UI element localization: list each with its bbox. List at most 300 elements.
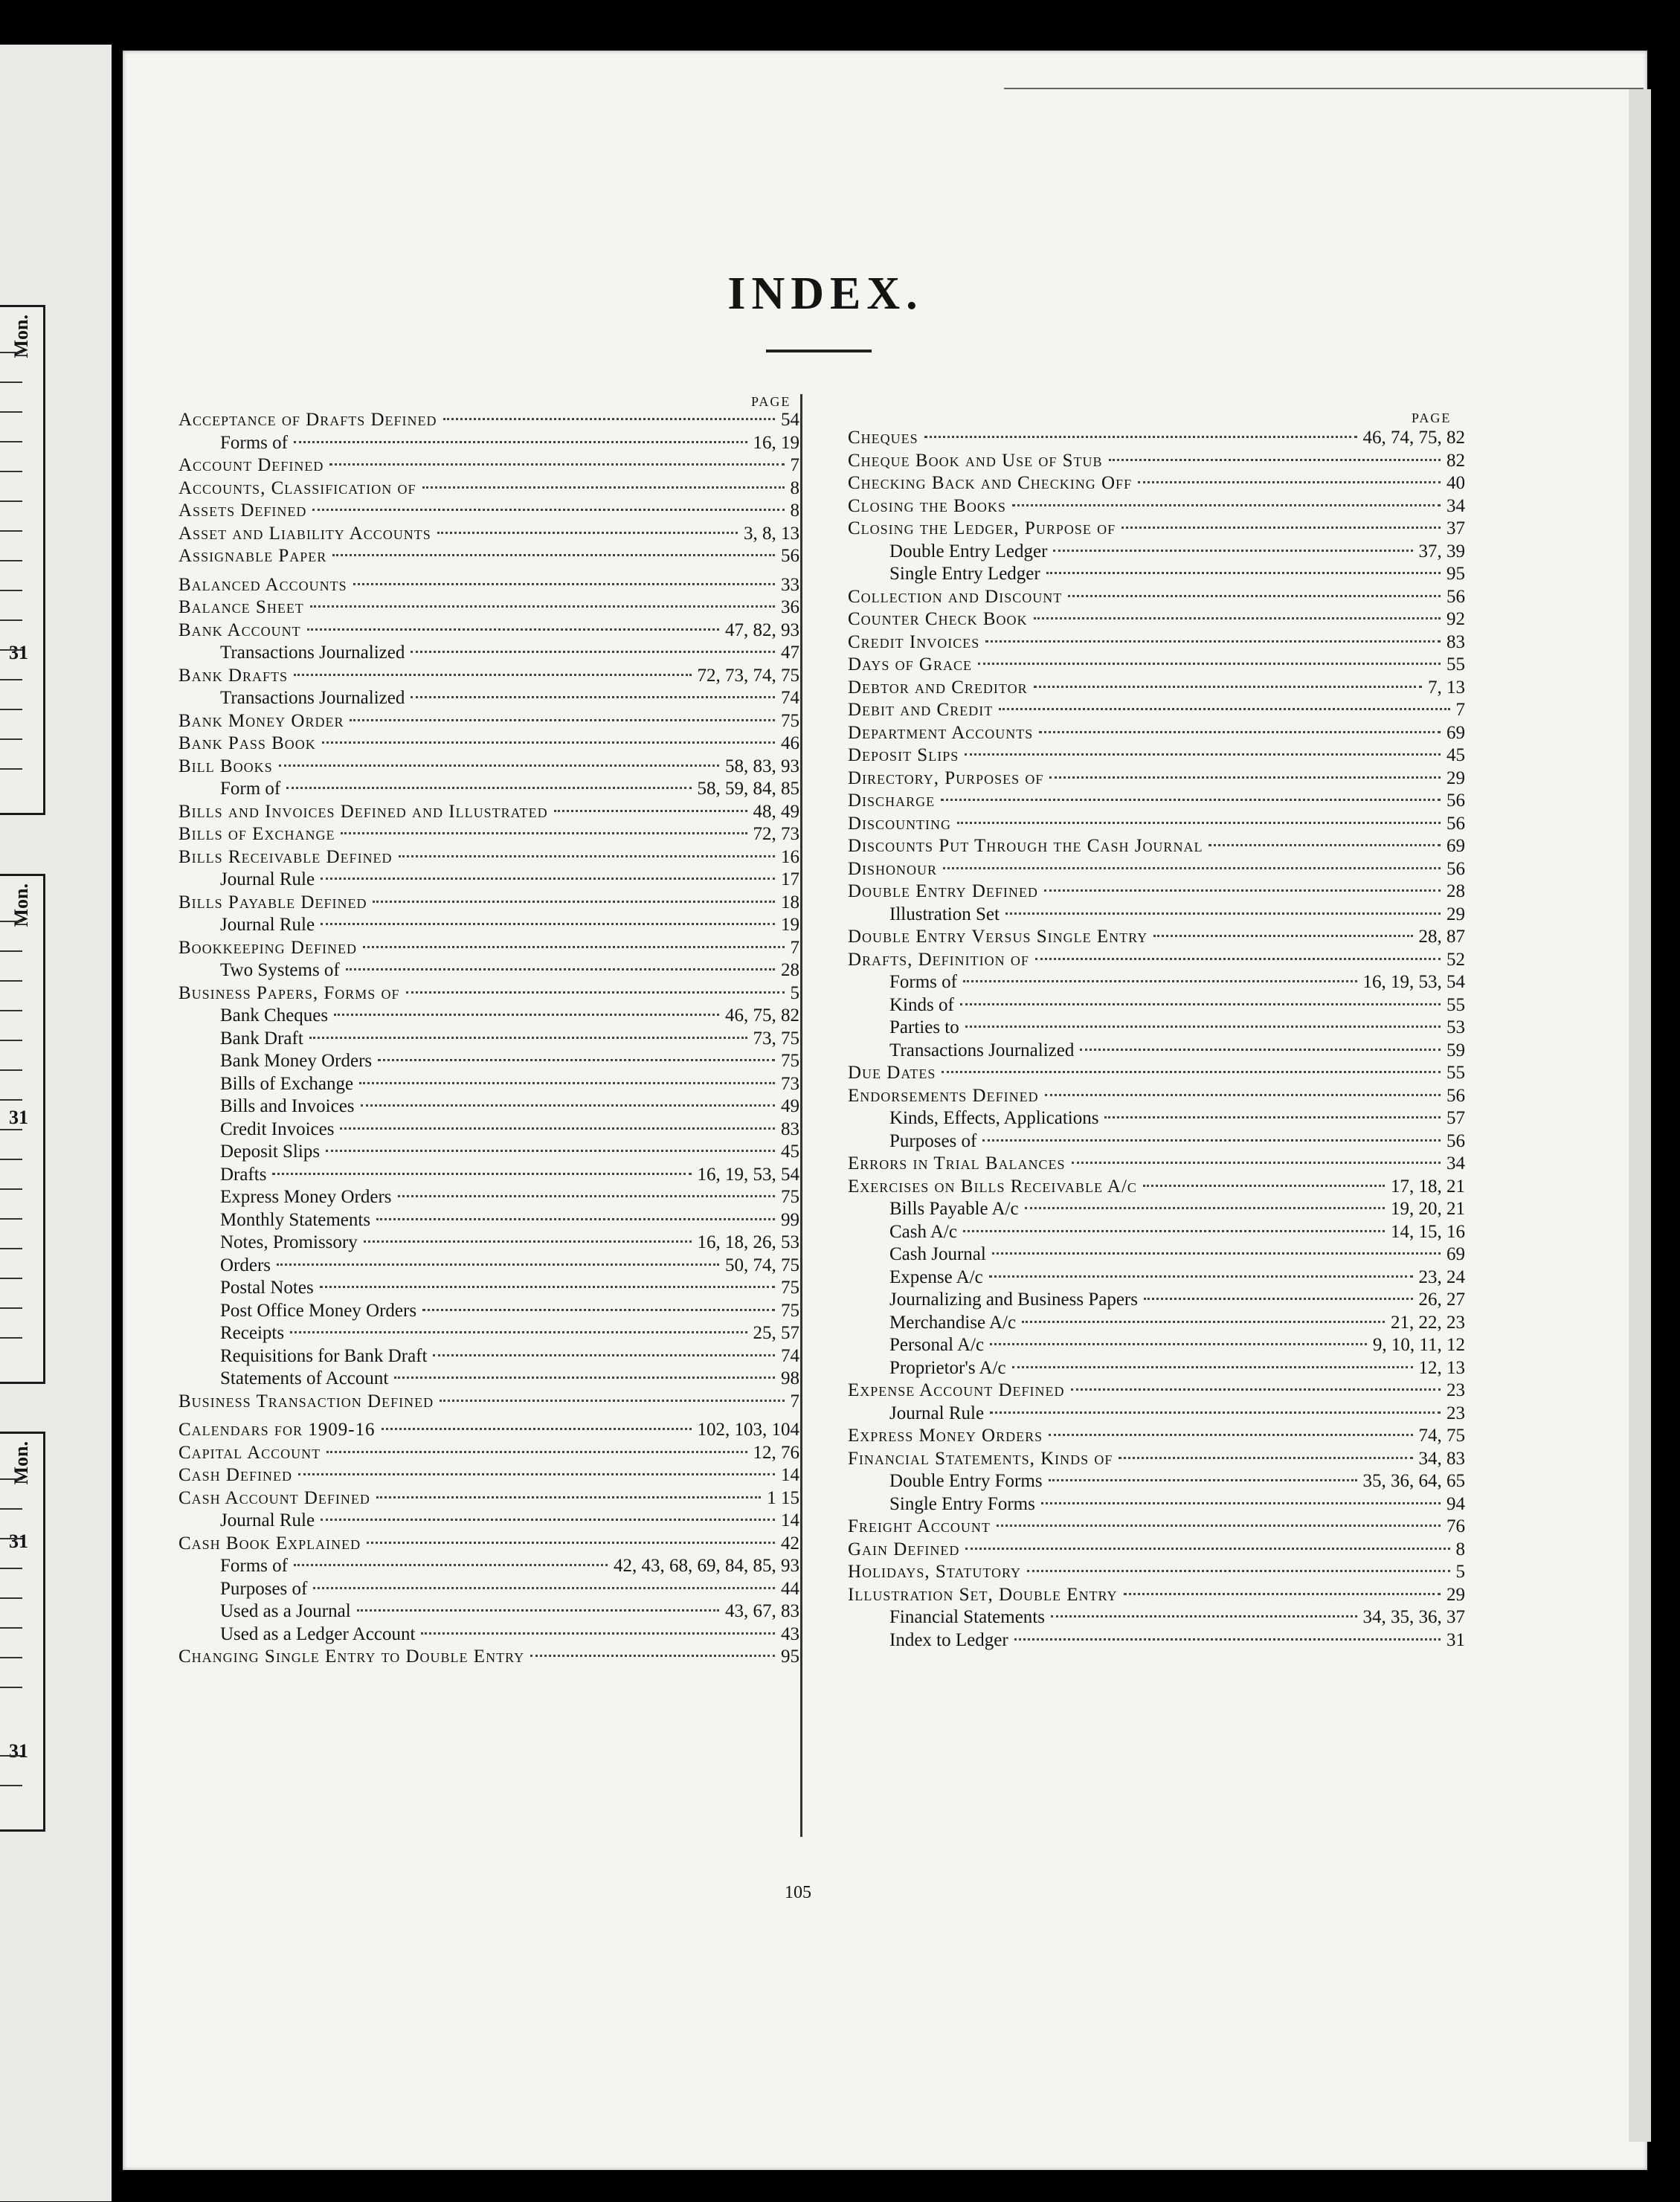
entry-label: Bills of Exchange [220,1073,354,1094]
entry-pages: 7, 13 [1428,677,1465,698]
dot-leader [394,1377,775,1379]
entry-label: Department Accounts [848,722,1034,743]
entry-pages: 53 [1446,1017,1465,1037]
index-subentry [848,1040,1465,1063]
calendar-rule [0,1627,22,1629]
entry-pages: 69 [1446,722,1465,743]
index-subentry [848,541,1465,564]
calendar-rule [0,590,22,591]
entry-pages: 7 [790,1391,799,1411]
entry-label: Forms of [889,972,957,992]
entry-label: Balance Sheet [178,597,304,617]
entry-pages: 23, 24 [1418,1266,1465,1287]
index-entry [848,677,1465,700]
dot-leader [1208,844,1441,846]
entry-pages: 46, 74, 75, 82 [1362,428,1465,448]
index-entry [178,846,799,869]
index-entry [848,744,1465,767]
entry-label: Purposes of [220,1578,308,1599]
calendar-rule [0,1099,22,1101]
entry-label: Debtor and Creditor [848,677,1028,698]
entry-pages: 56 [1446,791,1465,811]
dot-leader [1071,1388,1441,1391]
entry-label: Transactions Journalized [220,643,405,663]
entry-label: Capital Account [178,1442,321,1463]
entry-label: Financial Statements [889,1607,1045,1627]
dot-leader [321,1519,775,1521]
index-subentry [848,904,1465,927]
index-entry [848,1584,1465,1607]
entry-pages: 18 [781,892,799,912]
index-entry [178,409,799,432]
entry-pages: 8 [1455,1539,1465,1559]
calendar-rule [0,619,22,621]
entry-pages: 28, 87 [1418,927,1465,947]
dot-leader [364,1240,692,1243]
title-underline [766,350,872,352]
entry-pages: 75 [781,1051,799,1071]
dot-leader [999,708,1449,710]
entry-pages: 48, 49 [753,801,799,822]
calendar-rule [0,1538,22,1539]
entry-pages: 40 [1446,473,1465,493]
index-subentry [178,1118,799,1142]
calendar-fragment [0,874,45,1384]
calendar-rule [0,1069,22,1071]
index-entry [848,518,1465,541]
entry-label: Bookkeeping Defined [178,937,357,958]
index-subentry [178,1164,799,1187]
entry-label: Transactions Journalized [889,1040,1075,1060]
dot-leader [433,1354,775,1356]
dot-leader [322,741,775,744]
index-entry [178,733,799,756]
dot-leader [437,532,738,534]
entry-pages: 36 [781,597,799,617]
calendar-rule [0,1040,22,1041]
index-subentry [178,1322,799,1345]
index-entry [848,1425,1465,1448]
dot-leader [312,509,784,511]
entry-label: Days of Grace [848,654,972,675]
entry-pages: 45 [781,1142,799,1162]
entry-pages: 37, 39 [1418,541,1465,561]
entry-label: Double Entry Defined [848,881,1038,901]
index-subentry [178,778,799,801]
calendar-rule [0,1010,22,1011]
dot-leader [1045,1094,1441,1096]
index-subentry [848,1198,1465,1221]
index-entry [848,1448,1465,1471]
entry-pages: 75 [781,1187,799,1207]
index-subentry [178,1345,799,1368]
calendar-rule [0,679,22,680]
entry-pages: 7 [1455,700,1465,720]
dot-leader [294,441,747,443]
dot-leader [286,787,691,789]
entry-label: Proprietor's A/c [889,1357,1006,1378]
calendar-rule [0,1478,22,1480]
entry-pages: 29 [1446,1584,1465,1605]
dot-leader [941,799,1441,801]
entry-label: Bills Payable A/c [889,1199,1019,1219]
entry-label: Postal Notes [220,1278,314,1298]
calendar-day-label: 31 [9,642,28,663]
entry-label: Transactions Journalized [220,688,405,708]
index-entry [178,710,799,733]
entry-pages: 72, 73 [753,824,799,844]
entry-label: Journal Rule [220,869,315,889]
dot-leader [353,583,775,585]
entry-pages: 26, 27 [1418,1290,1465,1310]
index-entry [848,586,1465,609]
calendar-rule [0,1337,22,1339]
entry-label: Bank Pass Book [178,733,316,753]
index-entry [178,1419,799,1442]
entry-pages: 74 [781,688,799,708]
entry-pages: 16, 19, 53, 54 [1362,972,1465,992]
index-entry [848,1153,1465,1176]
index-subentry [848,1289,1465,1312]
dot-leader [960,1003,1441,1005]
index-subentry [178,432,799,455]
index-entry [178,574,799,597]
index-entry [178,892,799,915]
entry-pages: 55 [1446,1063,1465,1083]
index-entry [178,477,799,500]
entry-pages: 75 [781,710,799,731]
entry-label: Double Entry Forms [889,1471,1043,1491]
dot-leader [1044,889,1441,892]
index-entry [178,596,799,619]
calendar-rule [0,560,22,561]
index-subentry [178,1073,799,1096]
dot-leader [982,1139,1441,1142]
entry-label: Form of [220,779,281,799]
entry-pages: 43 [781,1623,799,1644]
dot-leader [1104,1116,1441,1118]
entry-pages: 31 [1446,1629,1465,1650]
entry-label: Kinds of [889,994,954,1015]
entry-label: Errors in Trial Balances [848,1153,1066,1174]
entry-pages: 35, 36, 64, 65 [1362,1471,1465,1491]
entry-pages: 56 [1446,858,1465,879]
entry-pages: 69 [1446,836,1465,856]
index-subentry [178,1232,799,1255]
index-subentry [178,1005,799,1028]
entry-pages: 23 [1446,1380,1465,1400]
calendar-rule [0,1597,22,1599]
dot-leader [963,1230,1385,1232]
dot-leader [411,651,775,653]
calendar-day-label: 31 [9,1107,28,1128]
entry-label: Credit Invoices [220,1118,335,1139]
dot-leader [978,663,1441,665]
entry-label: Forms of [220,432,288,453]
dot-leader [1027,1570,1449,1572]
entry-label: Journal Rule [220,915,315,935]
calendar-fragment [0,305,45,815]
dot-leader [341,832,747,834]
calendar-rule [0,1657,22,1658]
dot-leader [272,1173,691,1175]
index-subentry [178,1255,799,1278]
index-entry [178,801,799,824]
index-entry [178,937,799,960]
entry-label: Discharge [848,791,936,811]
index-entry [178,1442,799,1465]
calendar-rule [0,382,22,383]
entry-pages: 58, 83, 93 [725,756,799,776]
entry-label: Cash Defined [178,1465,292,1485]
calendar-rule [0,411,22,413]
dot-leader [398,1195,775,1197]
entry-label: Account Defined [178,455,324,475]
dot-leader [1053,550,1412,552]
entry-label: Personal A/c [889,1335,985,1355]
index-subentry [178,687,799,710]
index-entry [848,1539,1465,1562]
entry-label: Bills of Exchange [178,824,335,844]
dot-leader [294,674,692,676]
entry-pages: 56 [1446,1130,1465,1151]
index-entry [848,949,1465,972]
dot-leader [1119,1457,1412,1459]
index-subentry [178,869,799,892]
entry-pages: 28 [1446,881,1465,901]
dot-leader [332,554,775,556]
entry-pages: 9, 10, 11, 12 [1372,1335,1465,1355]
dot-leader [279,764,719,767]
dot-leader [957,822,1441,824]
index-subentry [178,1623,799,1646]
entry-pages: 56 [1446,1085,1465,1106]
entry-label: Bills Payable Defined [178,892,367,912]
dot-leader [378,1059,775,1061]
entry-pages: 56 [1446,586,1465,607]
dot-leader [943,867,1441,869]
entry-pages: 73 [781,1073,799,1094]
entry-pages: 59 [1446,1040,1465,1060]
entry-pages: 12, 76 [753,1442,799,1463]
entry-label: Calendars for 1909-16 [178,1420,376,1440]
entry-label: Accounts, Classification of [178,477,416,498]
entry-label: Index to Ledger [889,1629,1008,1650]
dot-leader [1068,595,1441,597]
dot-leader [989,1275,1413,1278]
index-entry [848,881,1465,904]
dot-leader [440,1400,784,1402]
entry-label: Checking Back and Checking Off [848,473,1133,493]
entry-label: Bank Drafts [178,665,288,686]
dot-leader [382,1428,692,1430]
entry-pages: 3, 8, 13 [744,523,799,544]
entry-label: Bank Draft [220,1028,303,1049]
entry-label: Discounting [848,813,952,834]
index-entry [178,665,799,688]
entry-pages: 74 [781,1345,799,1366]
entry-label: Illustration Set, Double Entry [848,1584,1118,1605]
entry-label: Journal Rule [220,1510,315,1530]
index-entry [178,1646,799,1669]
entry-label: Freight Account [848,1516,991,1536]
dot-leader [290,1331,747,1333]
calendar-rule [0,1129,22,1130]
dot-leader [313,1587,775,1589]
index-column-right [848,427,1465,1652]
index-entry [848,654,1465,677]
calendar-rule [0,352,22,353]
index-subentry [848,1107,1465,1130]
dot-leader [963,980,1357,982]
entry-pages: 17, 18, 21 [1391,1176,1465,1197]
index-subentry [848,1017,1465,1040]
dot-leader [326,1150,775,1152]
entry-label: Collection and Discount [848,586,1063,607]
entry-pages: 43, 67, 83 [725,1601,799,1621]
dot-leader [1080,1049,1441,1051]
calendar-month-label: Mon. [10,315,32,358]
index-subentry [848,971,1465,994]
entry-label: Assets Defined [178,500,307,521]
index-entry [848,813,1465,836]
calendar-rule [0,1785,22,1786]
entry-label: Bills and Invoices Defined and Illustrated [178,801,548,822]
index-subentry [178,1028,799,1051]
entry-pages: 23 [1446,1403,1465,1423]
entry-label: Orders [220,1255,271,1275]
calendar-month-label: Mon. [10,1441,32,1485]
entry-label: Monthly Statements [220,1209,371,1230]
index-subentry [178,1578,799,1601]
entry-pages: 95 [781,1646,799,1667]
entry-pages: 50, 74, 75 [725,1255,799,1275]
page-number: 105 [785,1883,811,1902]
entry-pages: 34 [1446,1153,1465,1174]
entry-pages: 42, 43, 68, 69, 84, 85, 93 [614,1556,799,1576]
index-subentry [178,914,799,937]
entry-pages: 44 [781,1578,799,1599]
entry-label: Post Office Money Orders [220,1300,417,1321]
dot-leader [965,1026,1441,1028]
entry-label: Debit and Credit [848,700,994,720]
entry-label: Cash Book Explained [178,1533,361,1554]
index-subentry [848,1334,1465,1357]
dot-leader [363,946,785,948]
calendar-rule [0,768,22,770]
entry-pages: 56 [781,546,799,566]
dot-leader [1124,1593,1441,1595]
entry-pages: 49 [781,1096,799,1116]
dot-leader [1144,1298,1413,1300]
entry-label: Bank Money Orders [220,1051,373,1071]
entry-label: Counter Check Book [848,609,1028,629]
dot-leader [399,855,775,857]
index-subentry [848,563,1465,586]
index-entry [848,1516,1465,1539]
calendar-rule [0,921,22,922]
dot-leader [406,991,785,994]
calendar-month-label: Mon. [10,883,32,927]
page-title: INDEX. [727,268,924,319]
index-subentry [178,1186,799,1209]
index-entry [848,1085,1465,1108]
entry-label: Bank Account [178,619,301,640]
dot-leader [1049,1479,1357,1481]
index-entry [848,1176,1465,1199]
entry-label: Journalizing and Business Papers [889,1290,1138,1310]
entry-label: Statements of Account [220,1368,389,1388]
dot-leader [1035,958,1441,960]
entry-label: Bank Money Order [178,710,344,731]
entry-label: Cash Account Defined [178,1487,370,1508]
index-entry [178,619,799,643]
entry-pages: 5 [1455,1562,1465,1582]
page-top-rule [1004,88,1644,89]
index-entry [848,699,1465,722]
entry-label: Directory, Purposes of [848,767,1044,788]
dot-leader [1012,504,1441,506]
index-entry [178,1533,799,1556]
index-subentry [848,1221,1465,1244]
dot-leader [965,753,1441,756]
dot-leader [376,1496,761,1498]
index-subentry [848,1357,1465,1380]
index-entry [848,858,1465,881]
entry-pages: 69 [1446,1244,1465,1264]
dot-leader [298,1473,775,1475]
index-subentry [848,1130,1465,1153]
entry-label: Balanced Accounts [178,574,347,595]
calendar-fragment [0,1710,45,1832]
entry-pages: 17 [781,869,799,889]
index-entry [848,1380,1465,1403]
entry-label: Notes, Promissory [220,1232,358,1252]
calendar-rule [0,1568,22,1569]
entry-label: Single Entry Forms [889,1493,1035,1514]
entry-pages: 99 [781,1209,799,1230]
entry-pages: 29 [1446,904,1465,924]
entry-label: Asset and Liability Accounts [178,523,431,544]
entry-pages: 19, 20, 21 [1391,1199,1465,1219]
index-subentry [178,1095,799,1118]
dot-leader [376,1218,775,1220]
entry-label: Journal Rule [889,1403,985,1423]
page-column-heading: PAGE [751,394,791,409]
dot-leader [997,1525,1441,1527]
entry-label: Deposit Slips [220,1142,321,1162]
entry-label: Two Systems of [220,960,340,980]
index-entry [848,495,1465,518]
index-entry [178,1391,799,1414]
index-subentry [178,1141,799,1164]
entry-label: Merchandise A/c [889,1312,1017,1333]
entry-label: Drafts, Definition of [848,949,1029,970]
entry-pages: 21, 22, 23 [1391,1312,1465,1333]
dot-leader [554,810,747,812]
entry-pages: 98 [781,1368,799,1388]
entry-pages: 14, 15, 16 [1391,1221,1465,1242]
entry-pages: 56 [1446,813,1465,834]
entry-label: Double Entry Versus Single Entry [848,927,1148,947]
dot-leader [1143,1185,1385,1187]
index-entry [848,472,1465,495]
entry-label: Discounts Put Through the Cash Journal [848,836,1203,856]
calendar-day-label: 31 [9,1530,28,1552]
entry-pages: 25, 57 [753,1323,799,1343]
entry-pages: 7 [790,455,799,475]
entry-label: Cash Journal [889,1244,986,1264]
